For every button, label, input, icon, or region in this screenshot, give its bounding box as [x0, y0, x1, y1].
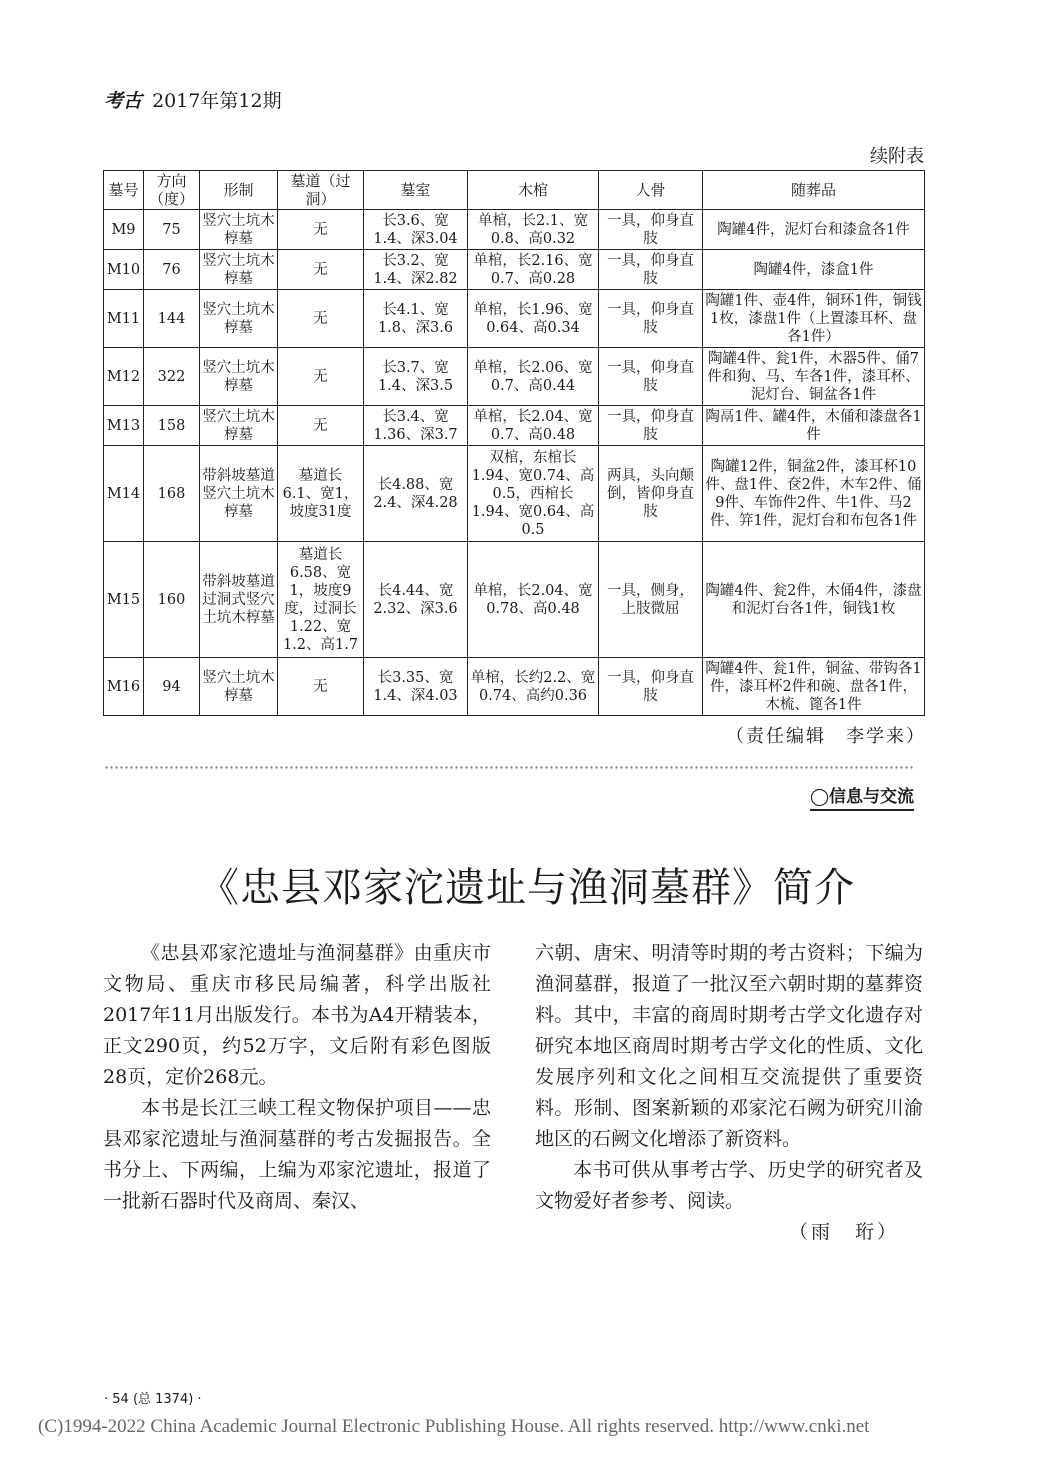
table-cell: 一具，侧身，上肢微屈 — [599, 542, 703, 658]
table-cell: 竖穴土坑木椁墓 — [200, 250, 278, 290]
journal-logo: 考古 — [104, 90, 143, 112]
table-caption: 续附表 — [870, 146, 924, 167]
table-row — [104, 250, 925, 290]
header-cell: 木棺 — [468, 171, 599, 210]
table-row — [104, 290, 925, 348]
table-cell: 一具，仰身直肢 — [599, 406, 703, 446]
header-cell: 方向（度） — [144, 171, 200, 210]
table-cell: 竖穴土坑木椁墓 — [200, 210, 278, 250]
article-title: 《忠县邓家沱遗址与渔洞墓群》简介 — [199, 865, 855, 911]
header-cell: 形制 — [200, 171, 278, 210]
table-cell: M9 — [104, 210, 144, 250]
table-cell: 竖穴土坑木椁墓 — [200, 658, 278, 716]
table-row — [104, 446, 925, 542]
author-signature: （雨 珩） — [788, 1221, 899, 1243]
table-row — [104, 348, 925, 406]
table-cell: 单棺，长2.06、宽0.7、高0.44 — [468, 348, 599, 406]
running-header — [104, 86, 282, 113]
table-cell: 陶罐1件、壶4件，铜环1件，铜钱1枚，漆盘1件（上置漆耳杯、盘各1件） — [703, 290, 925, 348]
table-cell: 长3.7、宽1.4、深3.5 — [364, 348, 468, 406]
article-column-left — [103, 938, 491, 1217]
table-cell: 一具，仰身直肢 — [599, 290, 703, 348]
page-number: · 54 (总 1374) · — [104, 1392, 202, 1407]
table-cell: 竖穴土坑木椁墓 — [200, 406, 278, 446]
table-cell: 长4.1、宽1.8、深3.6 — [364, 290, 468, 348]
table-cell: 一具，仰身直肢 — [599, 250, 703, 290]
table-cell: M10 — [104, 250, 144, 290]
table-cell: 75 — [144, 210, 200, 250]
header-cell: 墓号 — [104, 171, 144, 210]
table-cell: 单棺，长约2.2、宽0.74、高约0.36 — [468, 658, 599, 716]
table-cell: 竖穴土坑木椁墓 — [200, 290, 278, 348]
editor-note: （责任编辑 李学来） — [726, 726, 926, 747]
table-cell: 陶罐4件、瓮1件，铜盆、带钩各1件，漆耳杯2件和碗、盘各1件，木梳、篦各1件 — [703, 658, 925, 716]
table-cell: 一具，仰身直肢 — [599, 348, 703, 406]
table-cell: M16 — [104, 658, 144, 716]
table-cell: 长3.6、宽1.4、深3.04 — [364, 210, 468, 250]
table-cell: 无 — [278, 348, 364, 406]
table-cell: 长3.35、宽1.4、深4.03 — [364, 658, 468, 716]
table-cell: M15 — [104, 542, 144, 658]
section-label: ◯信息与交流 — [810, 782, 914, 811]
table-cell: 两具，头向颠倒，皆仰身直肢 — [599, 446, 703, 542]
header-cell: 随葬品 — [703, 171, 925, 210]
table-cell: 长4.44、宽2.32、深3.6 — [364, 542, 468, 658]
table-cell: 陶罐4件，泥灯台和漆盒各1件 — [703, 210, 925, 250]
table-cell: 竖穴土坑木椁墓 — [200, 348, 278, 406]
table-cell: 长3.4、宽1.36、深3.7 — [364, 406, 468, 446]
issue-label: 2017年第12期 — [152, 90, 282, 112]
table-cell: 160 — [144, 542, 200, 658]
table-cell: 带斜坡墓道过洞式竖穴土坑木椁墓 — [200, 542, 278, 658]
table-cell: 76 — [144, 250, 200, 290]
table-cell: 无 — [278, 250, 364, 290]
table-cell: 无 — [278, 290, 364, 348]
table-cell: 单棺，长1.96、宽0.64、高0.34 — [468, 290, 599, 348]
table-cell: 144 — [144, 290, 200, 348]
table-cell: 长4.88、宽2.4、深4.28 — [364, 446, 468, 542]
table-cell: 168 — [144, 446, 200, 542]
table-row — [104, 658, 925, 716]
tomb-table — [103, 170, 925, 716]
table-cell: 单棺，长2.04、宽0.78、高0.48 — [468, 542, 599, 658]
table-cell: M11 — [104, 290, 144, 348]
table-cell: 陶罐4件、瓮2件，木俑4件，漆盘和泥灯台各1件，铜钱1枚 — [703, 542, 925, 658]
table-cell: 单棺，长2.1、宽0.8、高0.32 — [468, 210, 599, 250]
table-cell: 单棺，长2.04、宽0.7、高0.48 — [468, 406, 599, 446]
table-cell: 陶罐4件、瓮1件，木器5件、俑7件和狗、马、车各1件，漆耳杯、泥灯台、铜盆各1件 — [703, 348, 925, 406]
table-cell: 双棺，东棺长1.94、宽0.74、高0.5，西棺长1.94、宽0.64、高0.5 — [468, 446, 599, 542]
table-cell: 陶罐4件，漆盒1件 — [703, 250, 925, 290]
paragraph: 本书是长江三峡工程文物保护项目——忠县邓家沱遗址与渔洞墓群的考古发掘报告。全书分上、下两编，上编为邓家沱遗址，报道了一批新石器时代及商周、秦汉、 — [103, 1097, 491, 1212]
table-cell: 322 — [144, 348, 200, 406]
paragraph: 六朝、唐宋、明清等时期的考古资料；下编为渔洞墓群，报道了一批汉至六朝时期的墓葬资料。其中，丰富的商周时期考古学文化遗存对研究本地区商周时期考古学文化的性质、文化发展序列和文化之间相互交流提供了重要资料。形制、图案新颖的邓家沱石阙为研究川渝地区的石阙文化增添了新资料。 — [535, 942, 923, 1150]
header-cell: 人骨 — [599, 171, 703, 210]
article-column-right — [535, 938, 923, 1248]
table-cell: 无 — [278, 658, 364, 716]
table-row — [104, 210, 925, 250]
copyright-footer: (C)1994-2022 China Academic Journal Electronic Publishing House. All rights reserved. http://www.cnki.net — [38, 1416, 870, 1437]
paragraph: 《忠县邓家沱遗址与渔洞墓群》由重庆市文物局、重庆市移民局编著，科学出版社2017年11月出版发行。本书为A4开精装本，正文290页，约52万字，文后附有彩色图版28页，定价268元。 — [103, 942, 491, 1088]
table-cell: 陶鬲1件、罐4件，木俑和漆盘各1件 — [703, 406, 925, 446]
table-cell: 无 — [278, 406, 364, 446]
table-cell: 无 — [278, 210, 364, 250]
header-cell: 墓道（过洞） — [278, 171, 364, 210]
table-cell: 带斜坡墓道竖穴土坑木椁墓 — [200, 446, 278, 542]
header-cell: 墓室 — [364, 171, 468, 210]
table-cell: 墓道长6.58、宽1，坡度9度，过洞长1.22、宽1.2、高1.7 — [278, 542, 364, 658]
table-cell: M14 — [104, 446, 144, 542]
table-cell: 158 — [144, 406, 200, 446]
table-row — [104, 542, 925, 658]
table-cell: M13 — [104, 406, 144, 446]
table-cell: M12 — [104, 348, 144, 406]
paragraph: 本书可供从事考古学、历史学的研究者及文物爱好者参考、阅读。 — [535, 1159, 923, 1212]
table-header-row — [104, 171, 925, 210]
table-cell: 墓道长6.1、宽1，坡度31度 — [278, 446, 364, 542]
table-cell: 94 — [144, 658, 200, 716]
divider — [104, 765, 915, 771]
table-row — [104, 406, 925, 446]
table-cell: 陶罐12件，铜盆2件，漆耳杯10件、盘1件、奁2件，木车2件、俑9件、车饰件2件、牛1件、马2件、笄1件，泥灯台和布包各1件 — [703, 446, 925, 542]
table-cell: 一具，仰身直肢 — [599, 210, 703, 250]
table-cell: 单棺，长2.16、宽0.7、高0.28 — [468, 250, 599, 290]
table-cell: 一具，仰身直肢 — [599, 658, 703, 716]
table-cell: 长3.2、宽1.4、深2.82 — [364, 250, 468, 290]
